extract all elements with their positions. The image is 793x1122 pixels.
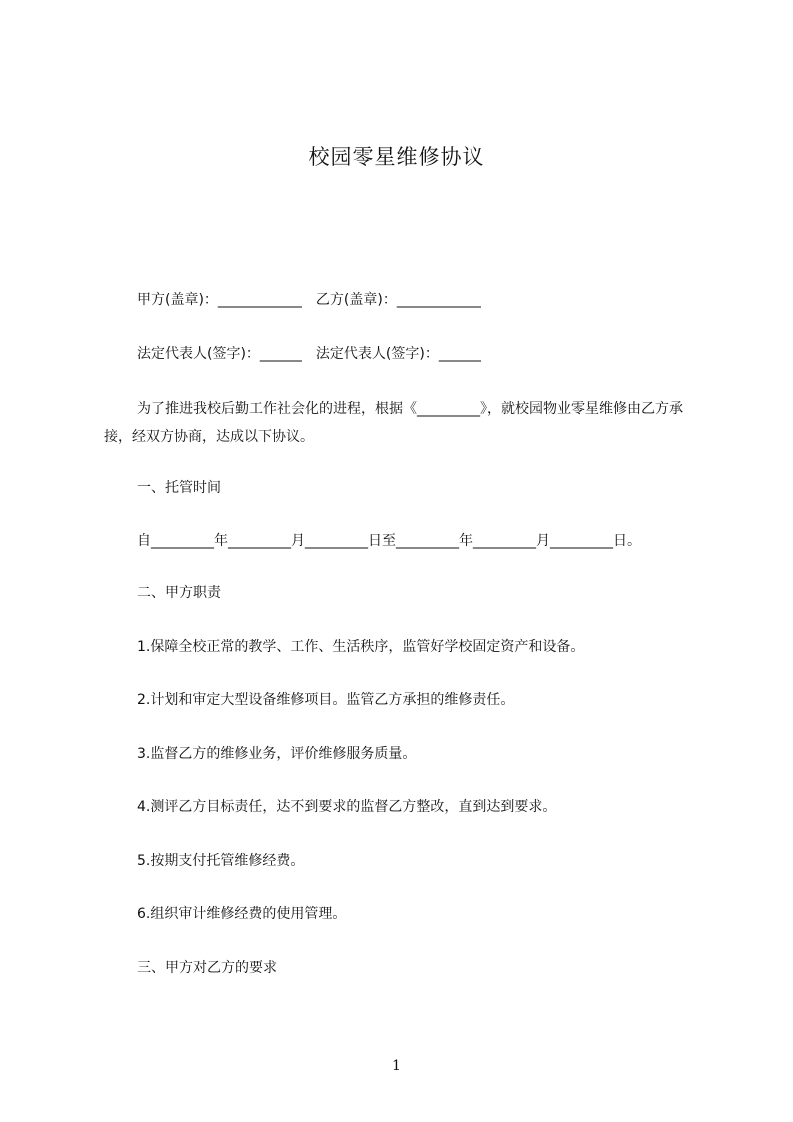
list-item: 5.按期支付托管维修经费。 xyxy=(137,853,305,869)
page-number: 1 xyxy=(392,1058,401,1074)
document-title: 校园零星维修协议 xyxy=(308,145,485,169)
section-heading: 三、甲方对乙方的要求 xyxy=(137,960,277,976)
list-item: 6.组织审计维修经费的使用管理。 xyxy=(137,906,347,922)
list-item: 1.保障全校正常的教学、工作、生活秩序，监管好学校固定资产和设备。 xyxy=(137,639,585,655)
party-seal-line: 甲方(盖章)：____________ 乙方(盖章)：____________ xyxy=(137,292,481,308)
intro-paragraph: 为了推进我校后勤工作社会化的进程，根据《_________》，就校园物业零星维修由乙方承接，经双方协商，达成以下协议。 xyxy=(104,401,683,445)
list-item: 2.计划和审定大型设备维修项目。监管乙方承担的维修责任。 xyxy=(137,692,515,708)
section-heading: 二、甲方职责 xyxy=(137,585,221,601)
term-date-line: 自_________年_________月_________日至_________年_________月_________日。 xyxy=(137,533,641,549)
representative-signature-line: 法定代表人(签字)：______ 法定代表人(签字)：______ xyxy=(137,346,481,362)
list-item: 3.监督乙方的维修业务，评价维修服务质量。 xyxy=(137,746,417,762)
list-item: 4.测评乙方目标责任，达不到要求的监督乙方整改，直到达到要求。 xyxy=(137,799,557,815)
section-heading: 一、托管时间 xyxy=(137,480,221,496)
